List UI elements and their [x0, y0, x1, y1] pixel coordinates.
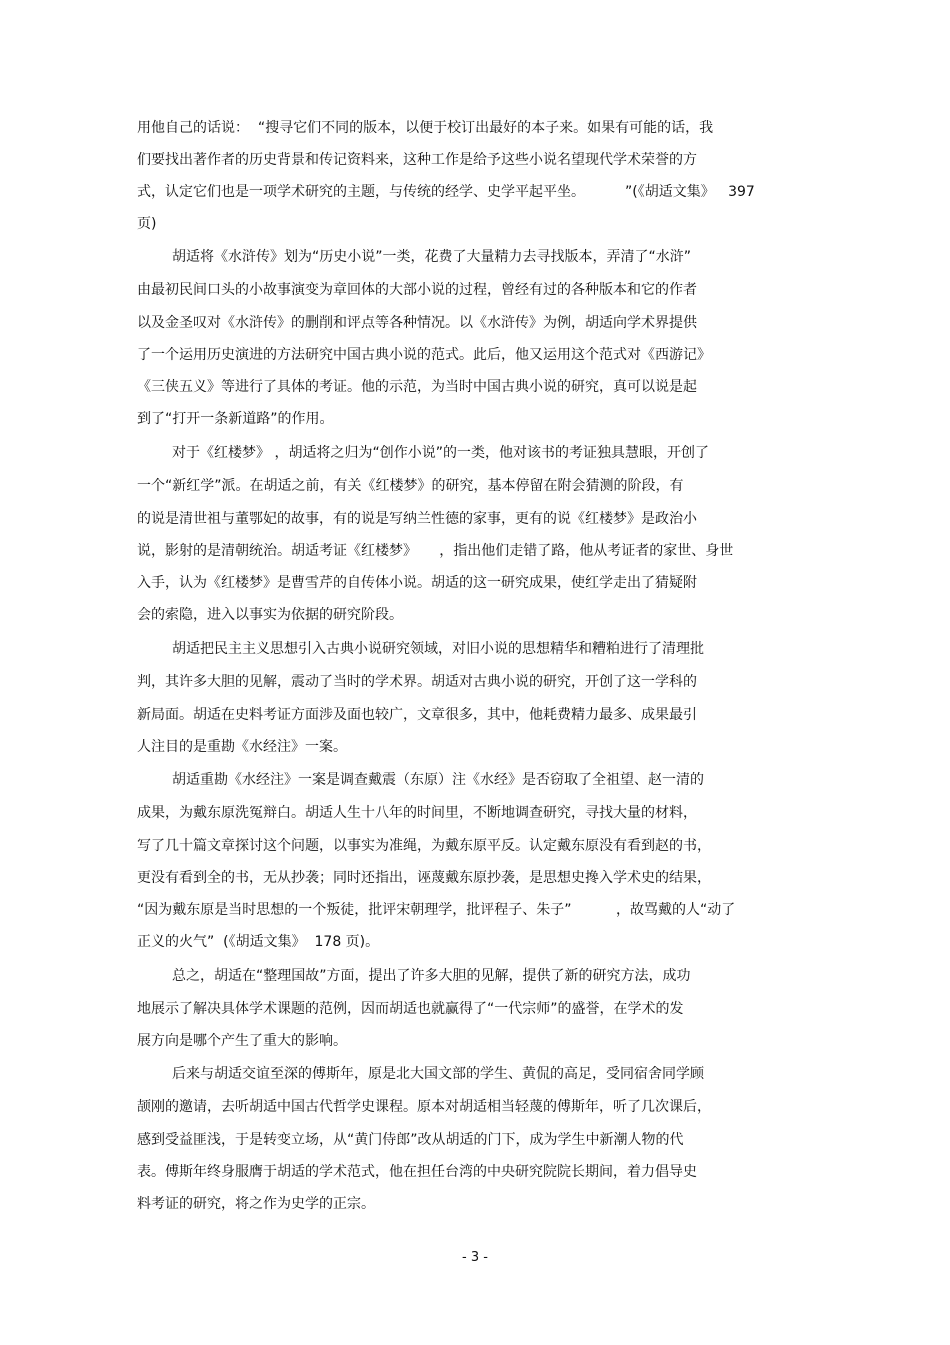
text-line: 一个“新红学”派。在胡适之前，有关《红楼梦》的研究，基本停留在附会猜测的阶段，有	[137, 478, 684, 494]
text-line: 说，影射的是清朝统治。胡适考证《红楼梦》 ，指出他们走错了路，他从考证者的家世、身世	[137, 543, 734, 559]
text-line: 总之，胡适在“整理国故”方面，提出了许多大胆的见解，提供了新的研究方法，成功	[172, 968, 691, 984]
text-line: 由最初民间口头的小故事演变为章回体的大部小说的过程，曾经有过的各种版本和它的作者	[137, 282, 697, 298]
text-line: “因为戴东原是当时思想的一个叛徒，批评宋朝理学，批评程子、朱子” ，故骂戴的人“动了	[137, 902, 736, 918]
text-line: 会的索隐，进入以事实为依据的研究阶段。	[137, 607, 403, 623]
text-line: 表。傅斯年终身服膺于胡适的学术范式，他在担任台湾的中央研究院院长期间，着力倡导史	[137, 1164, 697, 1180]
text-line: 胡适将《水浒传》划为“历史小说”一类，花费了大量精力去寻找版本，弄清了“水浒”	[172, 249, 692, 265]
text-line: 的说是清世祖与董鄂妃的故事，有的说是写纳兰性德的家事，更有的说《红楼梦》是政治小	[137, 511, 697, 527]
text-line: 地展示了解决具体学术课题的范例，因而胡适也就赢得了“一代宗师”的盛誉，在学术的发	[137, 1001, 684, 1017]
text-line: 对于《红楼梦》 ，胡适将之归为“创作小说”的一类，他对该书的考证独具慧眼，开创了	[172, 445, 709, 461]
text-line: 感到受益匪浅，于是转变立场，从“黄门侍郎”改从胡适的门下，成为学生中新潮人物的代	[137, 1132, 684, 1148]
text-line: 以及金圣叹对《水浒传》的删削和评点等各种情况。以《水浒传》为例，胡适向学术界提供	[137, 315, 697, 331]
text-line: 料考证的研究，将之作为史学的正宗。	[137, 1196, 375, 1212]
text-line: 页)	[137, 216, 157, 232]
text-line: 展方向是哪个产生了重大的影响。	[137, 1033, 347, 1049]
page-number: - 3 -	[462, 1250, 488, 1265]
text-line: 胡适重勘《水经注》一案是调查戴震（东原）注《水经》是否窃取了全祖望、赵一清的	[172, 772, 704, 788]
text-line: 到了“打开一条新道路”的作用。	[137, 411, 334, 427]
text-line: 式，认定它们也是一项学术研究的主题，与传统的经学、史学平起平坐。 ”(《胡适文集》 397	[137, 184, 755, 200]
text-line: 写了几十篇文章探讨这个问题，以事实为准绳，为戴东原平反。认定戴东原没有看到赵的书，	[137, 838, 711, 854]
text-line: 人注目的是重勘《水经注》一案。	[137, 739, 347, 755]
text-line: 了一个运用历史演进的方法研究中国古典小说的范式。此后，他又运用这个范式对《西游记》	[137, 347, 711, 363]
text-line: 更没有看到全的书，无从抄袭；同时还指出，诬蔑戴东原抄袭，是思想史搀入学术史的结果，	[137, 870, 711, 886]
text-line: 新局面。胡适在史料考证方面涉及面也较广，文章很多，其中，他耗费精力最多、成果最引	[137, 707, 697, 723]
text-line: 成果，为戴东原洗冤辩白。胡适人生十八年的时间里，不断地调查研究，寻找大量的材料，	[137, 805, 697, 821]
text-line: 后来与胡适交谊至深的傅斯年，原是北大国文部的学生、黄侃的高足，受同宿舍同学顾	[172, 1066, 704, 1082]
text-line: 胡适把民主主义思想引入古典小说研究领域，对旧小说的思想精华和糟粕进行了清理批	[172, 641, 704, 657]
text-line: 正义的火气” (《胡适文集》 178 页)。	[137, 934, 380, 950]
text-line: 入手，认为《红楼梦》是曹雪芹的自传体小说。胡适的这一研究成果，使红学走出了猜疑附	[137, 575, 697, 591]
text-line: 们要找出著作者的历史背景和传记资料来，这种工作是给予这些小说名望现代学术荣誉的方	[137, 152, 697, 168]
text-line: 颉刚的邀请，去听胡适中国古代哲学史课程。原本对胡适相当轻蔑的傅斯年，听了几次课后，	[137, 1099, 711, 1115]
text-line: 判，其许多大胆的见解，震动了当时的学术界。胡适对古典小说的研究，开创了这一学科的	[137, 674, 697, 690]
text-line: 用他自己的话说： “搜寻它们不同的版本，以便于校订出最好的本子来。如果有可能的话，我	[137, 120, 714, 136]
text-line: 《三侠五义》等进行了具体的考证。他的示范，为当时中国古典小说的研究，真可以说是起	[137, 379, 697, 395]
